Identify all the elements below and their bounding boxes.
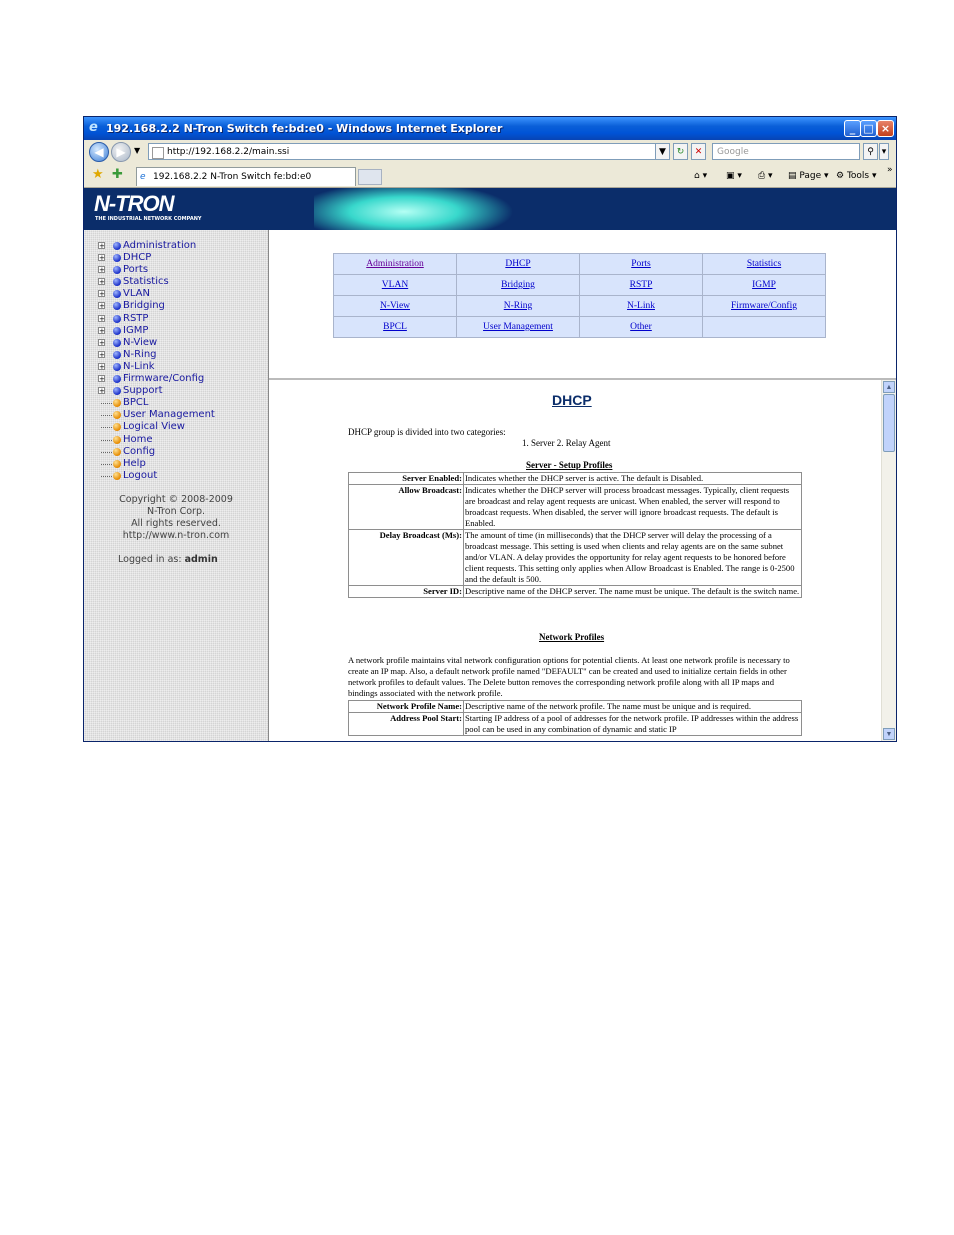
option-name: Allow Broadcast: [349,485,464,530]
tree-line [101,452,112,453]
blue-bullet-icon [113,363,121,371]
option-name: Address Pool Start: [349,713,464,736]
help-frame [269,380,896,741]
url-text: http://192.168.2.2/main.ssi [167,147,290,157]
sidebar-item-label: N-Ring [123,348,157,360]
sidebar-item-label: Bridging [123,300,165,312]
sidebar-item-label: Support [123,385,163,397]
vertical-scrollbar[interactable] [881,380,896,741]
new-tab-button[interactable] [358,169,382,185]
nav-link-other[interactable]: Other [580,317,703,338]
nav-link-n-link[interactable]: N-Link [580,296,703,317]
sidebar-item-label: Statistics [123,276,169,288]
menu-tree [98,240,215,482]
tab-bar [84,165,896,188]
sidebar-item-user-management[interactable] [98,409,215,421]
page-title: DHCP [552,392,592,408]
network-heading: Network Profiles [539,632,605,642]
nav-link-table [333,253,826,338]
sidebar-item-label: VLAN [123,288,150,300]
blue-bullet-icon [113,339,121,347]
sidebar-item-label: IGMP [123,324,149,336]
sidebar-item-label: Administration [123,240,197,251]
nav-row [334,254,826,275]
maximize-button[interactable]: □ [860,120,877,137]
sidebar-item-label: Firmware/Config [123,373,205,385]
back-button[interactable]: ◀ [89,142,109,162]
nav-link-bpcl[interactable]: BPCL [334,317,457,338]
option-description: Indicates whether the DHCP server will process broadcast messages. Typically, client requests are broadcast and relay agent requests are unicast. When enabled, the server will respond to broadcast requests. When disabled, the server will ignore broadcast requests. The default is Enabled. [464,485,802,530]
orange-bullet-icon [113,448,121,456]
sidebar-item-label: User Management [123,409,215,421]
blue-bullet-icon [113,315,121,323]
tree-line [101,403,112,404]
blue-bullet-icon [113,278,121,286]
page-icon [152,147,164,159]
expand-icon[interactable]: + [99,350,105,359]
tab-active[interactable] [136,167,356,186]
sidebar-item-n-link[interactable] [98,361,215,373]
ntron-logo: N-TRON [94,191,174,216]
expand-icon[interactable]: + [99,387,105,396]
expand-icon[interactable]: + [99,290,105,299]
expand-icon[interactable]: + [99,375,105,384]
sidebar-item-config[interactable] [98,446,215,458]
company-text: N-Tron Corp. [146,506,206,517]
url-dropdown-icon[interactable]: ▼ [655,143,670,160]
feeds-icon[interactable]: ▣ ▾ [726,171,742,181]
orange-bullet-icon [113,460,121,468]
blue-bullet-icon [113,351,121,359]
sidebar-item-bridging[interactable] [98,300,215,312]
sidebar-item-firmware-config[interactable] [98,373,215,385]
add-favorite-icon[interactable]: ✚ [112,167,123,182]
sidebar-item-ports[interactable] [98,264,215,276]
orange-bullet-icon [113,423,121,431]
expand-icon[interactable]: + [99,302,105,311]
sidebar-item-vlan[interactable] [98,288,215,300]
sidebar-item-administration[interactable] [98,240,215,252]
address-bar [84,140,896,166]
option-row [349,473,802,485]
sidebar-item-logical-view[interactable] [98,421,215,433]
expand-icon[interactable]: + [99,254,105,263]
nav-link-rstp[interactable]: RSTP [580,275,703,296]
nav-row [334,275,826,296]
refresh-icon[interactable]: ↻ [673,143,688,160]
tree-line [101,464,112,465]
sidebar [84,230,269,741]
window-title: 192.168.2.2 N-Tron Switch fe:bd:e0 - Windows Internet Explorer [106,122,503,135]
nav-row [334,317,826,338]
expand-icon[interactable]: + [99,278,105,287]
tools-menu[interactable]: ⚙ Tools ▾ [836,171,877,181]
blue-bullet-icon [113,266,121,274]
sidebar-item-igmp[interactable] [98,325,215,337]
search-options-icon[interactable]: ▾ [879,143,889,160]
nav-frame [269,230,896,380]
browser-window [83,116,897,742]
nav-link-igmp[interactable]: IGMP [703,275,826,296]
expand-icon[interactable]: + [99,242,105,250]
blue-bullet-icon [113,254,121,262]
option-description: The amount of time (in milliseconds) that the DHCP server will delay the processing of a broadcast message. This setting is used when clients and relay agents are on the same subnet and/or VLAN. A delay provides the opportunity for relay agent requests to be honored before client requests. This setting only applies when Allow Broadcast is Enabled. The range is 0-2500 and the default is 500. [464,530,802,586]
sidebar-item-label: RSTP [123,312,149,324]
url-input[interactable] [148,143,668,160]
more-commands-icon[interactable]: » [887,165,893,175]
sidebar-item-label: Logical View [123,421,185,433]
sidebar-item-statistics[interactable] [98,276,215,288]
tree-line [101,427,112,428]
search-input[interactable]: Google [712,143,860,160]
sidebar-item-n-ring[interactable] [98,349,215,361]
option-row [349,713,802,736]
sidebar-item-label: N-View [123,336,158,348]
blue-bullet-icon [113,387,121,395]
history-dropdown-icon[interactable]: ▼ [134,146,141,155]
sidebar-item-bpcl[interactable] [98,397,215,409]
expand-icon[interactable]: + [99,326,105,335]
copyright-block [84,494,268,542]
intro-text: DHCP group is divided into two categories: [348,427,506,437]
logged-in-status [118,554,218,565]
orange-bullet-icon [113,399,121,407]
rights-text: All rights reserved. [131,518,221,529]
sidebar-item-help[interactable] [98,458,215,470]
sidebar-item-label: Help [123,457,146,469]
option-description: Starting IP address of a pool of addresses for the network profile. IP addresses within the address pool can be used in any combination of dynamic and static IP [464,713,802,736]
orange-bullet-icon [113,436,121,444]
nav-link-firmware-config[interactable]: Firmware/Config [703,296,826,317]
option-description: Descriptive name of the network profile. The name must be unique and is required. [464,701,802,713]
server-heading: Server - Setup Profiles [526,460,613,470]
nav-link-bridging[interactable]: Bridging [457,275,580,296]
nav-link-n-ring[interactable]: N-Ring [457,296,580,317]
tree-line [101,415,112,416]
scroll-down-icon[interactable]: ▼ [883,728,895,740]
print-icon[interactable]: ⎙ ▾ [758,171,773,181]
option-row [349,530,802,586]
network-intro: A network profile maintains vital network configuration options for potential clients. At least one network profile is necessary to create an IP map. Also, a default network profile named "DEFAULT" can be created and used to initialize certain fields in other network profiles to default values. The Delete button removes the corresponding network profile along with all IP maps and bindings associated with the network profile. [348,655,790,698]
blue-bullet-icon [113,375,121,383]
page-content [84,188,896,741]
logged-in-label: Logged in as: [118,554,182,565]
sidebar-item-label: Ports [123,264,149,276]
favorites-star-icon[interactable]: ★ [92,167,104,182]
scroll-up-icon[interactable]: ▲ [883,381,895,393]
option-name: Delay Broadcast (Ms): [349,530,464,586]
network-options-table [348,700,802,736]
banner-graphic [314,188,514,230]
option-name: Network Profile Name: [349,701,464,713]
blue-bullet-icon [113,242,121,250]
orange-bullet-icon [113,411,121,419]
home-icon[interactable]: ⌂ ▾ [694,171,708,181]
copyright-text: Copyright © 2008-2009 [119,494,233,505]
categories-text: 1. Server 2. Relay Agent [522,438,611,448]
nav-link-statistics[interactable]: Statistics [703,254,826,275]
sidebar-item-label: Config [123,445,156,457]
blue-bullet-icon [113,290,121,298]
sidebar-item-label: Logout [123,469,158,481]
sidebar-item-label: BPCL [123,397,149,409]
option-name: Server Enabled: [349,473,464,485]
sidebar-item-home[interactable] [98,434,215,446]
ntron-tagline: THE INDUSTRIAL NETWORK COMPANY [95,216,202,222]
website-text: http://www.n-tron.com [122,530,230,541]
page-menu[interactable]: ▤ Page ▾ [788,171,829,181]
expand-icon[interactable]: + [99,314,105,323]
forward-button[interactable]: ▶ [111,142,131,162]
option-row [349,586,802,598]
nav-link-n-view[interactable]: N-View [334,296,457,317]
sidebar-item-label: N-Link [123,360,155,372]
close-button[interactable]: × [877,120,894,137]
scroll-thumb[interactable] [883,394,895,452]
expand-icon[interactable]: + [99,266,105,275]
ie-logo-icon: e [89,120,98,135]
option-description: Indicates whether the DHCP server is active. The default is Disabled. [464,473,802,485]
sidebar-item-dhcp[interactable] [98,252,215,264]
page-menu-label: Page [799,171,822,181]
tree-line [101,440,112,441]
orange-bullet-icon [113,472,121,480]
nav-link-ports[interactable]: Ports [580,254,703,275]
blue-bullet-icon [113,302,121,310]
nav-row [334,296,826,317]
nav-link-vlan[interactable]: VLAN [334,275,457,296]
tools-menu-label: Tools [846,171,870,181]
nav-empty-cell [703,317,826,338]
tree-line [101,476,112,477]
option-row [349,485,802,530]
sidebar-item-label: DHCP [123,252,152,264]
option-description: Descriptive name of the DHCP server. The name must be unique. The default is the switch name. [464,586,802,598]
option-row [349,701,802,713]
nav-link-administration[interactable]: Administration [334,254,457,275]
option-name: Server ID: [349,586,464,598]
sidebar-item-support[interactable] [98,385,215,397]
sidebar-item-label: Home [123,433,153,445]
expand-icon[interactable]: + [99,338,105,347]
sidebar-item-n-view[interactable] [98,337,215,349]
server-options-table [348,472,802,598]
blue-bullet-icon [113,327,121,335]
minimize-button[interactable]: _ [844,120,861,137]
title-bar[interactable] [84,117,896,140]
logged-in-user: admin [184,554,218,565]
sidebar-item-logout[interactable] [98,470,215,482]
stop-icon[interactable]: ✕ [691,143,706,160]
tab-label: 192.168.2.2 N-Tron Switch fe:bd:e0 [153,172,312,182]
tab-ie-icon: e [140,172,146,182]
banner [84,188,896,230]
expand-icon[interactable]: + [99,362,105,371]
sidebar-item-rstp[interactable] [98,313,215,325]
nav-link-user-management[interactable]: User Management [457,317,580,338]
search-icon[interactable]: ⚲ [863,143,878,160]
nav-link-dhcp[interactable]: DHCP [457,254,580,275]
